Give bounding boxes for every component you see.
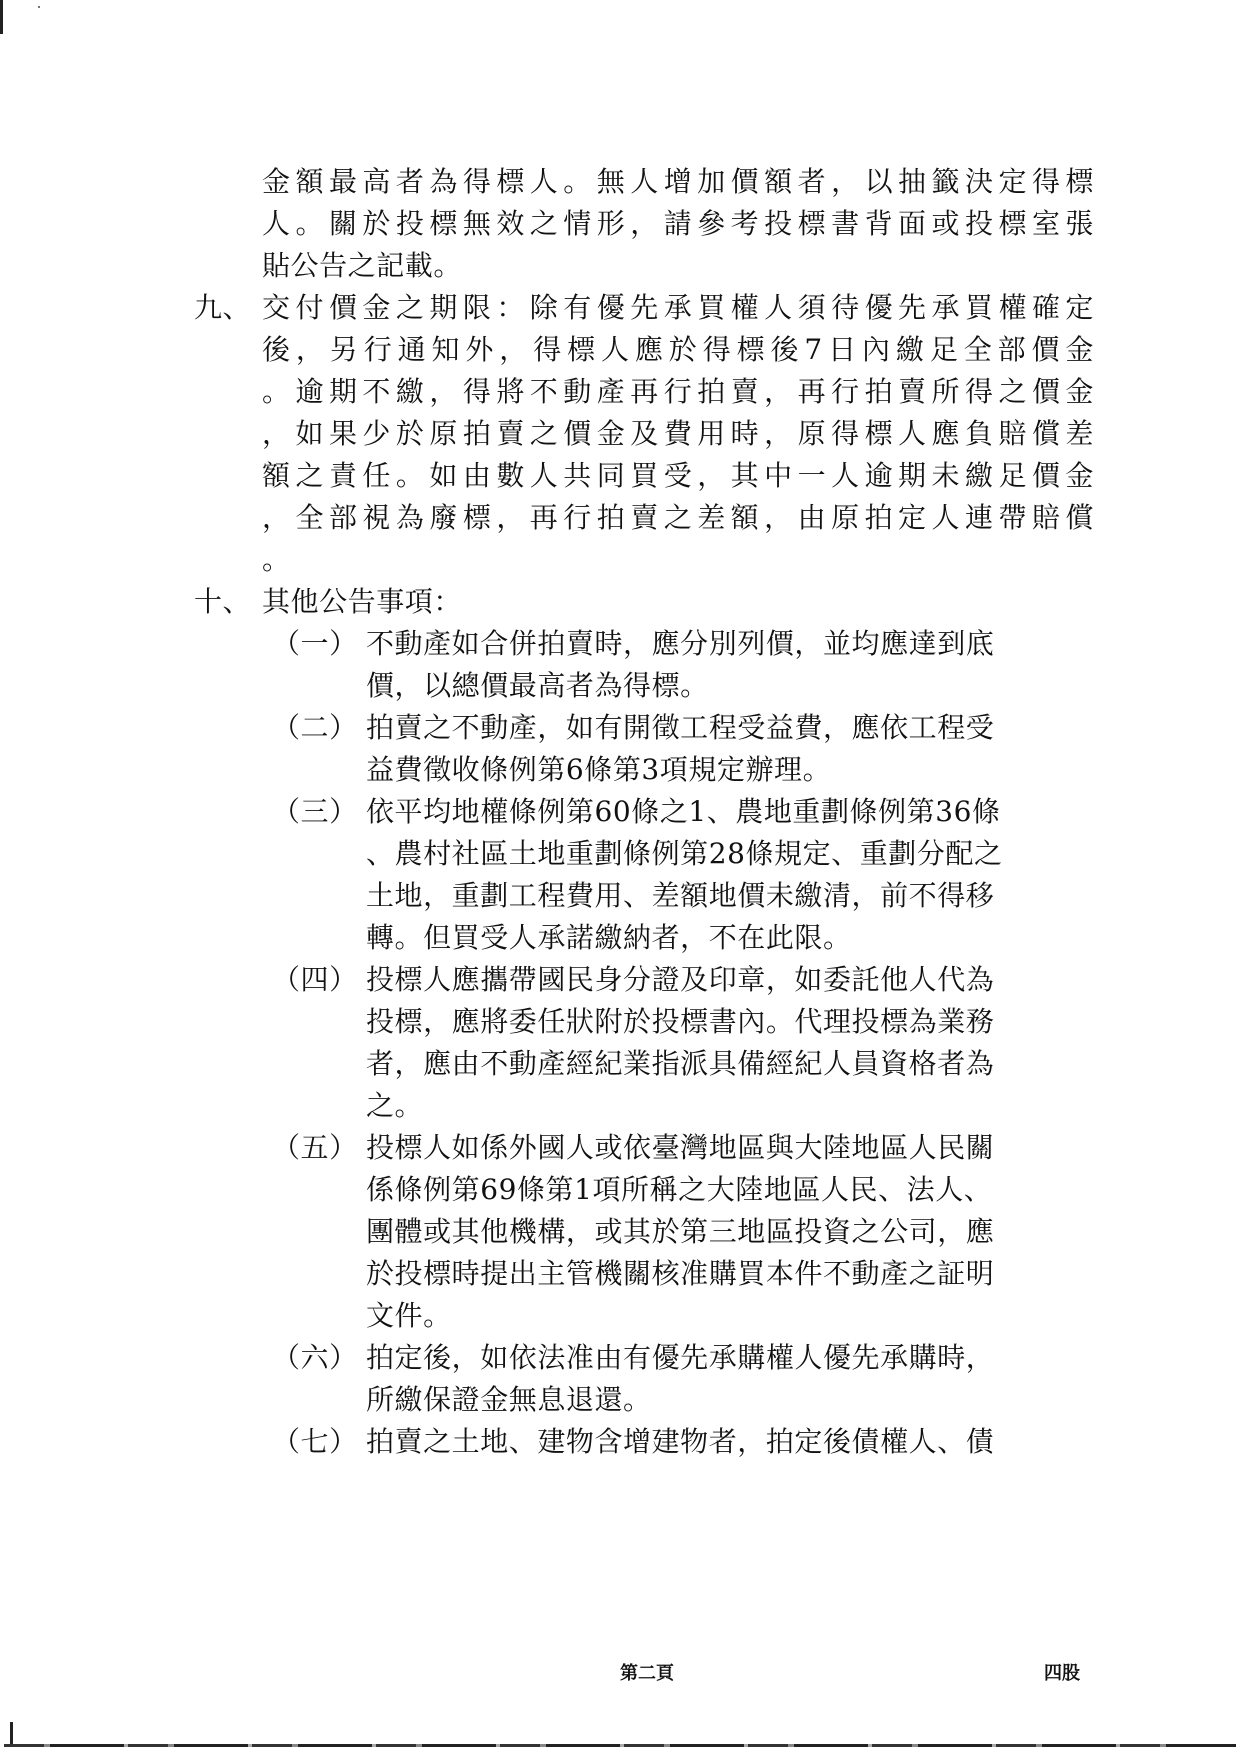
section-9-line: 後，另行通知外，得標人應於得標後7日內繳足全部價金 — [262, 333, 1094, 366]
section-9-line: 交付價金之期限：除有優先承買權人須待優先承買權確定 — [262, 291, 1094, 324]
scan-bottom-tick — [10, 1722, 13, 1746]
item-5-line: 文件。 — [366, 1299, 452, 1332]
item-5-line: 係條例第69條第1項所稱之大陸地區人民、法人、 — [366, 1173, 993, 1206]
item-6-line: 所繳保證金無息退還。 — [366, 1383, 652, 1416]
section-9-line: ，如果少於原拍賣之價金及費用時，原得標人應負賠償差 — [262, 417, 1094, 450]
item-2-line: 拍賣之不動產，如有開徵工程受益費，應依工程受 — [366, 711, 995, 744]
section-label: 四股 — [1044, 1663, 1080, 1684]
item-2-marker: （二） — [272, 711, 358, 744]
scan-bottom-edge — [4, 1744, 1236, 1747]
item-3-marker: （三） — [272, 795, 358, 828]
item-1-line: 價，以總價最高者為得標。 — [366, 669, 709, 702]
item-4-line: 之。 — [366, 1089, 424, 1122]
item-7-line: 拍賣之土地、建物含增建物者，拍定後債權人、債 — [366, 1425, 995, 1458]
section-9-line: 額之責任。如由數人共同買受，其中一人逾期未繳足價金 — [262, 459, 1094, 492]
section-10-title: 其他公告事項： — [262, 585, 462, 618]
section-10-marker: 十、 — [194, 585, 252, 618]
section-9-line: ，全部視為廢標，再行拍賣之差額，由原拍定人連帶賠償 — [262, 501, 1094, 534]
item-6-line: 拍定後，如依法准由有優先承購權人優先承購時， — [366, 1341, 995, 1374]
item-1-line: 不動產如合併拍賣時，應分別列價，並均應達到底 — [366, 627, 995, 660]
page-number: 第二頁 — [620, 1663, 674, 1684]
scan-speck — [38, 6, 40, 8]
continuation-line: 金額最高者為得標人。無人增加價額者，以抽籤決定得標 — [262, 165, 1094, 198]
item-1-marker: （一） — [272, 627, 358, 660]
item-4-line: 投標人應攜帶國民身分證及印章，如委託他人代為 — [366, 963, 995, 996]
item-3-line: 土地，重劃工程費用、差額地價未繳清，前不得移 — [366, 879, 995, 912]
item-5-line: 投標人如係外國人或依臺灣地區與大陸地區人民關 — [366, 1131, 995, 1164]
section-9-line: 。 — [262, 543, 291, 576]
item-4-marker: （四） — [272, 963, 358, 996]
item-5-marker: （五） — [272, 1131, 358, 1164]
scan-corner-mark — [0, 0, 3, 34]
item-3-line: 轉。但買受人承諾繳納者，不在此限。 — [366, 921, 852, 954]
item-2-line: 益費徵收條例第6條第3項規定辦理。 — [366, 753, 832, 786]
section-9-line: 。逾期不繳，得將不動產再行拍賣，再行拍賣所得之價金 — [262, 375, 1094, 408]
item-4-line: 投標，應將委任狀附於投標書內。代理投標為業務 — [366, 1005, 995, 1038]
item-7-marker: （七） — [272, 1425, 358, 1458]
continuation-line: 貼公告之記載。 — [262, 249, 462, 282]
section-9-marker: 九、 — [194, 291, 252, 324]
item-5-line: 團體或其他機構，或其於第三地區投資之公司，應 — [366, 1215, 995, 1248]
item-4-line: 者，應由不動產經紀業指派具備經紀人員資格者為 — [366, 1047, 995, 1080]
item-5-line: 於投標時提出主管機關核准購買本件不動產之証明 — [366, 1257, 995, 1290]
item-3-line: 、農村社區土地重劃條例第28條規定、重劃分配之 — [366, 837, 1003, 870]
continuation-line: 人。關於投標無效之情形，請參考投標書背面或投標室張 — [262, 207, 1094, 240]
item-6-marker: （六） — [272, 1341, 358, 1374]
item-3-line: 依平均地權條例第60條之1、農地重劃條例第36條 — [366, 795, 1001, 828]
